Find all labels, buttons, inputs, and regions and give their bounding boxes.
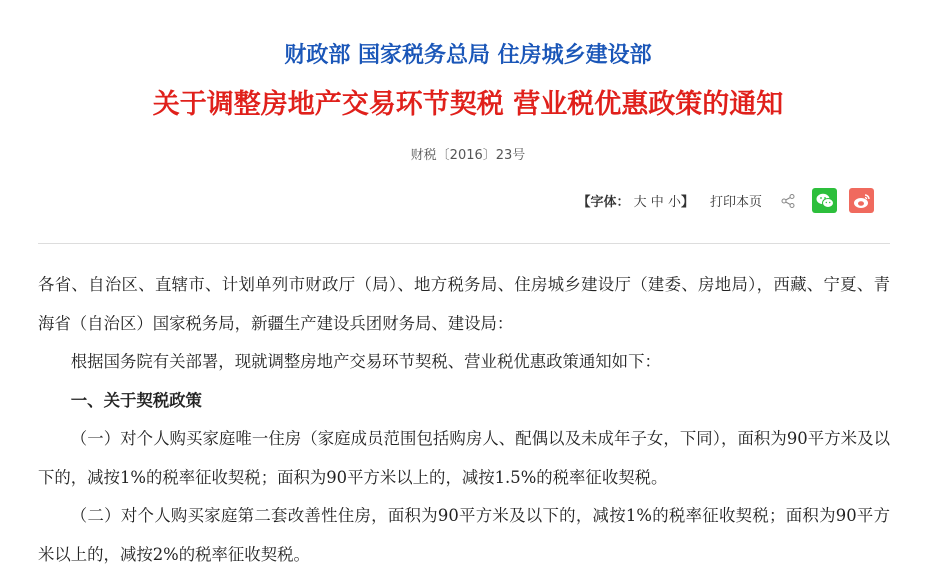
paragraph-item-2: （二）对个人购买家庭第二套改善性住房，面积为90平方米及以下的，减按1%的税率征收契税；面积为90平方米以上的，减按2%的税率征收契税。 <box>38 506 890 564</box>
font-label: 【字体： <box>577 195 630 210</box>
weibo-icon <box>853 193 871 209</box>
divider <box>38 243 890 244</box>
document-body <box>38 266 890 574</box>
print-button[interactable]: 打印本页 <box>709 195 762 210</box>
section-heading: 一、关于契税政策 <box>70 390 202 410</box>
toolbar <box>577 188 874 213</box>
font-size-selector <box>577 191 694 210</box>
document-title: 关于调整房地产交易环节契税 营业税优惠政策的通知 <box>152 89 784 120</box>
wechat-share-button[interactable] <box>812 188 837 213</box>
font-label-close: 】 <box>680 195 694 210</box>
font-medium-button[interactable]: 中 <box>650 195 664 210</box>
issuers-heading: 财政部 国家税务总局 住房城乡建设部 <box>284 43 652 68</box>
font-large-button[interactable]: 大 <box>633 195 647 210</box>
addressees: 各省、自治区、直辖市、计划单列市财政厅（局）、地方税务局、住房城乡建设厅（建委、房地局），西藏、宁夏、青海省（自治区）国家税务局，新疆生产建设兵团财务局、建设局： <box>38 275 890 333</box>
font-small-button[interactable]: 小 <box>667 195 681 210</box>
intro-paragraph: 根据国务院有关部署，现就调整房地产交易环节契税、营业税优惠政策通知如下： <box>70 352 661 371</box>
document-number: 财税〔2016〕23号 <box>410 148 526 163</box>
share-icon[interactable] <box>780 193 796 209</box>
paragraph-item-1: （一）对个人购买家庭唯一住房（家庭成员范围包括购房人、配偶以及未成年子女，下同），面积为90平方米及以下的，减按1%的税率征收契税；面积为90平方米以上的，减按1.5%的税率征收契税。 <box>38 429 890 487</box>
weibo-share-button[interactable] <box>849 188 874 213</box>
wechat-icon <box>816 193 834 209</box>
